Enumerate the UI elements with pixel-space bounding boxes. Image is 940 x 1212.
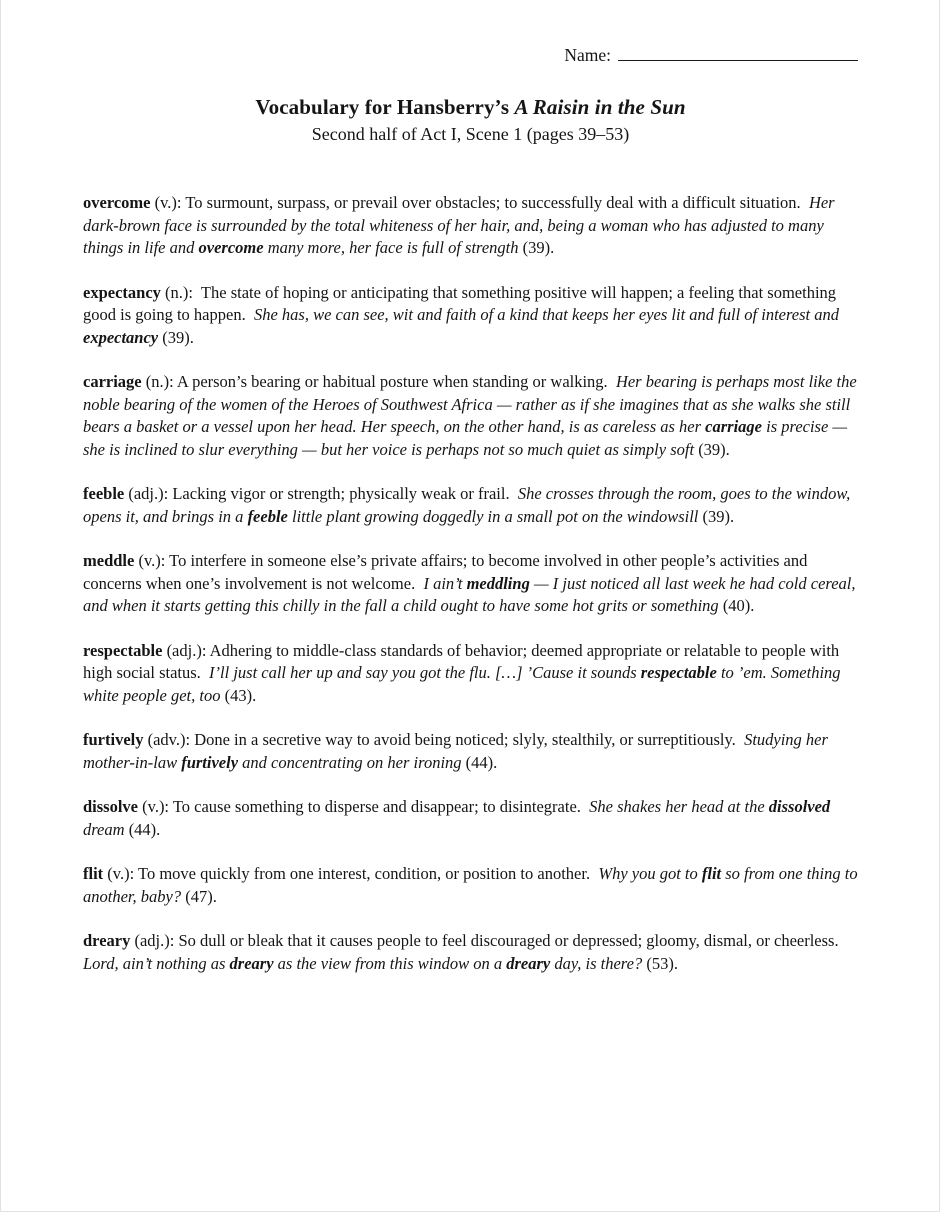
vocab-entry bbox=[83, 863, 862, 908]
vocab-term: overcome bbox=[83, 193, 151, 213]
vocab-quote: She crosses through the room, goes to the window, opens it, and brings in a feeble little plant growing doggedly in a small pot on the windowsill bbox=[83, 484, 855, 526]
vocab-entry bbox=[83, 729, 858, 774]
vocab-citation: (39). bbox=[698, 506, 735, 526]
vocab-definition: A person’s bearing or habitual posture when standing or walking. bbox=[173, 372, 616, 392]
vocab-pos: (adj.): bbox=[162, 640, 207, 660]
title-book-name: A Raisin in the Sun bbox=[514, 95, 686, 120]
vocab-citation: (39). bbox=[158, 327, 194, 347]
vocab-entry bbox=[83, 483, 858, 528]
vocab-quote: She shakes her head at the dissolved dream bbox=[83, 797, 835, 839]
vocab-citation: (39). bbox=[694, 439, 730, 459]
vocab-pos: (v.): bbox=[134, 551, 166, 571]
vocab-definition: To surmount, surpass, or prevail over obstacles; to successfully deal with a difficult situation. bbox=[181, 193, 809, 213]
title-main: Vocabulary for Hansberry’s bbox=[255, 95, 510, 120]
vocab-definition: The state of hoping or anticipating that something positive will happen; a feeling that something good is going to happen. bbox=[83, 282, 841, 325]
vocab-term: feeble bbox=[83, 484, 125, 504]
vocab-pos: (v.): bbox=[150, 193, 182, 213]
vocab-quote: She has, we can see, wit and faith of a kind that keeps her eyes lit and full of interest and expectancy bbox=[83, 305, 844, 347]
vocab-entry bbox=[83, 640, 858, 708]
vocab-entry bbox=[83, 282, 858, 350]
vocab-citation: (53). bbox=[642, 953, 678, 973]
vocab-definition: To interfere in someone else’s private affairs; to become involved in other people’s activities and concerns when one’s involvement is not welcome. bbox=[83, 551, 812, 593]
vocab-citation: (39). bbox=[518, 238, 555, 258]
vocab-term: furtively bbox=[83, 730, 144, 750]
vocab-citation: (47). bbox=[181, 886, 217, 906]
vocab-definition: Adhering to middle-class standards of behavior; deemed appropriate or relatable to people with high social status. bbox=[83, 640, 844, 683]
vocab-definition: Lacking vigor or strength; physically weak or frail. bbox=[168, 484, 518, 504]
vocab-citation: (40). bbox=[718, 596, 755, 616]
vocab-quote: Why you got to flit so from one thing to another, baby? bbox=[83, 864, 862, 906]
name-line bbox=[83, 42, 858, 66]
vocab-pos: (adv.): bbox=[143, 730, 191, 750]
vocab-entry bbox=[83, 930, 858, 975]
vocab-quote: Her dark-brown face is surrounded by the total whiteness of her hair, and, being a woman who has adjusted to many things in life and overcome many more, her face is full of strength bbox=[83, 193, 839, 258]
vocab-entry bbox=[83, 371, 861, 461]
vocab-pos: (adj.): bbox=[130, 931, 175, 951]
page-title bbox=[83, 95, 858, 120]
vocab-entry bbox=[83, 796, 858, 841]
vocab-term: dissolve bbox=[83, 797, 139, 817]
vocab-definition: Done in a secretive way to avoid being noticed; slyly, stealthily, or surreptitiously. bbox=[190, 730, 745, 750]
vocab-pos: (n.): bbox=[160, 282, 193, 302]
vocab-term: meddle bbox=[83, 551, 135, 571]
vocab-term: flit bbox=[83, 864, 104, 884]
vocab-term: carriage bbox=[83, 372, 142, 392]
vocab-definition: To move quickly from one interest, condition, or position to another. bbox=[134, 864, 599, 884]
vocab-definition: So dull or bleak that it causes people to feel discouraged or depressed; gloomy, dismal, or cheerless. bbox=[174, 931, 847, 951]
vocab-quote: I ain’t meddling — I just noticed all last week he had cold cereal, and when it starts getting this chilly in the fall a child ought to have some hot grits or something bbox=[83, 573, 860, 616]
vocab-quote: Lord, ain’t nothing as dreary as the view from this window on a dreary day, is there? bbox=[83, 953, 643, 973]
name-label: Name: bbox=[564, 45, 611, 66]
vocab-entries bbox=[83, 192, 862, 975]
vocab-entry bbox=[83, 550, 858, 618]
page-subtitle: Second half of Act I, Scene 1 (pages 39–53) bbox=[311, 124, 630, 145]
vocab-citation: (44). bbox=[461, 752, 498, 772]
vocab-citation: (44). bbox=[124, 819, 161, 839]
vocab-quote: Studying her mother-in-law furtively and concentrating on her ironing bbox=[83, 730, 833, 772]
vocab-citation: (43). bbox=[220, 685, 257, 705]
vocab-term: respectable bbox=[83, 640, 163, 660]
vocab-term: dreary bbox=[83, 931, 131, 951]
vocab-term: expectancy bbox=[83, 282, 161, 302]
vocab-pos: (v.): bbox=[138, 797, 170, 817]
vocab-pos: (adj.): bbox=[124, 484, 169, 504]
vocab-quote: Her bearing is perhaps most like the noble bearing of the women of the Heroes of Southwest Africa — rather as if she imagines that as she walks she still bears a basket or a vessel upon her head. Her speech, on the other hand, is as careless as her carriage is precise — she is inclined to slur everything — but her voice is perhaps not so much quiet as simply soft bbox=[83, 372, 861, 459]
vocab-pos: (n.): bbox=[141, 372, 174, 392]
vocab-pos: (v.): bbox=[103, 864, 135, 884]
vocab-quote: I’ll just call her up and say you got the flu. […] ’Cause it sounds respectable to ’em. Something white people get, too bbox=[83, 663, 845, 705]
name-blank-line[interactable] bbox=[618, 42, 858, 61]
vocab-entry bbox=[83, 192, 858, 260]
vocab-definition: To cause something to disperse and disappear; to disintegrate. bbox=[169, 797, 590, 817]
